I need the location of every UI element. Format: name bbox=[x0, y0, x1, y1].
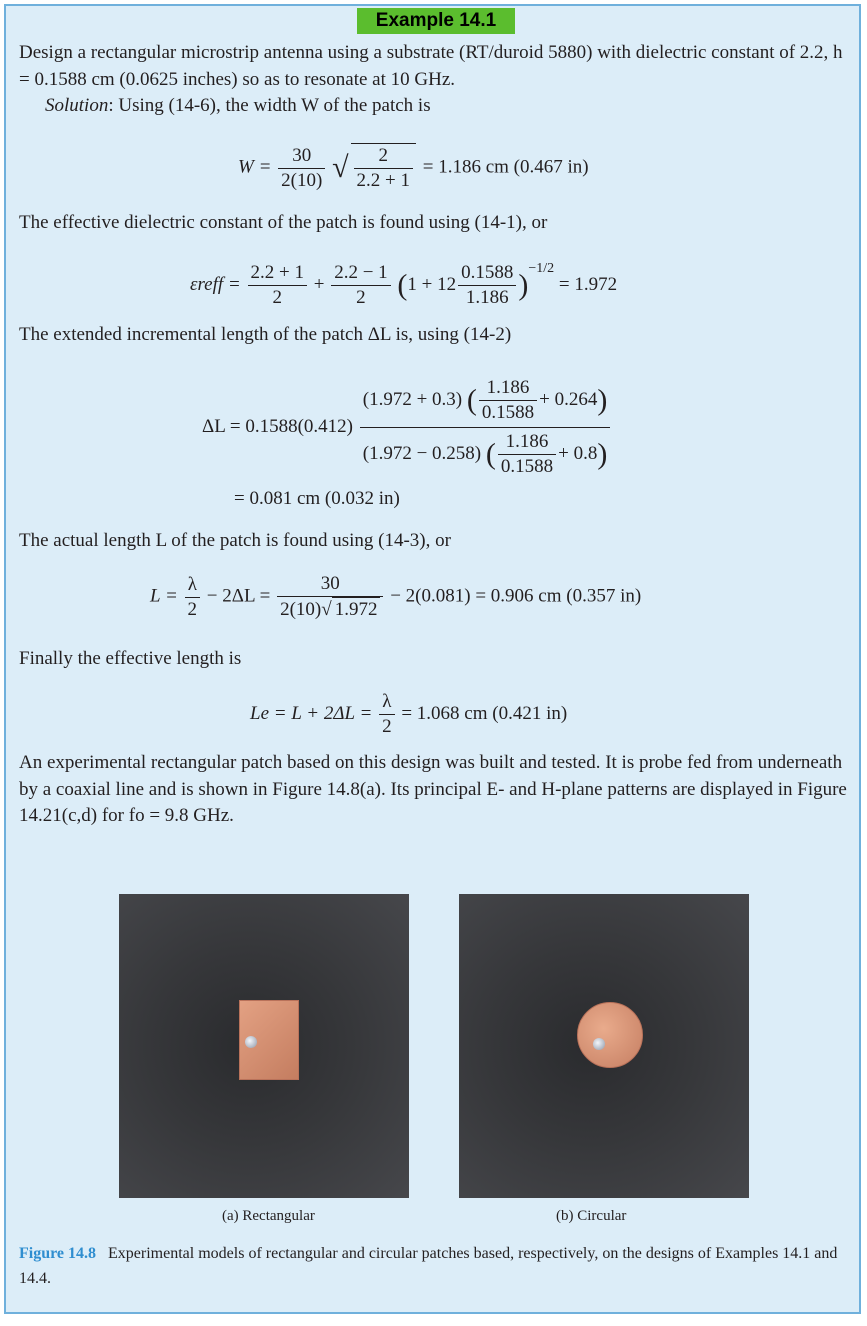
eq-w-f2-den: 2.2 + 1 bbox=[356, 170, 410, 191]
solution-text: : Using (14-6), the width W of the patch is bbox=[108, 95, 431, 116]
eq-l-frac2 bbox=[277, 572, 383, 622]
paren-close-icon: ) bbox=[518, 268, 529, 302]
eq-w-frac1 bbox=[278, 144, 325, 193]
text-extended: The extended incremental length of the patch ΔL is, using (14-2) bbox=[19, 324, 512, 345]
eq-dl-main-frac bbox=[360, 376, 611, 479]
text-experimental: An experimental rectangular patch based on this design was built and tested. It is probe fed from underneath by a coaxial line and is shown in Figure 14.8(a). Its principal E- and H-plane patterns are displayed in Figure 14.21(c,d) for fo = 9.8 GHz. bbox=[19, 752, 847, 826]
eq-eps-inner: 1 + 12 bbox=[407, 274, 457, 295]
eq-dl-den-b: + 0.8 bbox=[558, 442, 598, 464]
probe-screw-icon bbox=[593, 1038, 605, 1050]
eq-dl-num-f-num: 1.186 bbox=[479, 376, 537, 401]
eq-w-f1-num: 30 bbox=[278, 144, 325, 169]
text-effective: The effective dielectric constant of the patch is found using (14-1), or bbox=[19, 212, 548, 233]
equation-delta-l-result: = 0.081 cm (0.032 in) bbox=[234, 488, 400, 509]
eq-dl-lhs: ΔL = 0.1588(0.412) bbox=[202, 415, 353, 437]
eq-eps-frac2 bbox=[331, 261, 390, 310]
sqrt-icon: √ bbox=[332, 151, 349, 184]
eq-l-f1-den: 2 bbox=[187, 598, 198, 620]
circular-patch-icon bbox=[577, 1002, 643, 1068]
text-finally: Finally the effective length is bbox=[19, 648, 242, 669]
eq-dl-num-a: (1.972 + 0.3) bbox=[362, 388, 463, 410]
eq-eps-lhs: εreff = bbox=[190, 274, 241, 295]
eq-l-f2-den: 2(10)√ 1.972 bbox=[277, 597, 383, 622]
eq-eps-f1-num: 2.2 + 1 bbox=[248, 261, 307, 286]
eq-l-mid: − 2ΔL = bbox=[206, 585, 271, 607]
figure-label: Figure 14.8 bbox=[19, 1245, 97, 1262]
eq-l-frac1 bbox=[185, 573, 201, 622]
eq-w-f1-den: 2(10) bbox=[281, 169, 323, 191]
eq-l-lhs: L = bbox=[150, 585, 178, 607]
eq-le-f-den: 2 bbox=[382, 716, 392, 737]
eq-l-f1-num: λ bbox=[185, 573, 201, 598]
eq-l-f2-num: 30 bbox=[277, 572, 383, 597]
equation-effective-length bbox=[250, 690, 567, 739]
eq-w-frac2 bbox=[351, 143, 416, 193]
eq-eps-frac1 bbox=[248, 261, 307, 310]
caption-a: (a) Rectangular bbox=[222, 1208, 315, 1224]
eq-eps-f3-num: 0.1588 bbox=[458, 261, 516, 286]
figure-caption bbox=[19, 1241, 854, 1291]
photo-rectangular-patch bbox=[119, 894, 409, 1198]
probe-screw-icon bbox=[245, 1036, 257, 1048]
eq-eps-f3-den: 1.186 bbox=[465, 287, 509, 309]
eq-w-lhs: W = bbox=[238, 156, 272, 178]
solution-label: Solution bbox=[45, 95, 109, 116]
problem-text: Design a rectangular microstrip antenna using a substrate (RT/duroid 5880) with dielectric constant of 2.2, h = 0.1588 cm (0.0625 inches) so as to resonate at 10 GHz. bbox=[19, 42, 843, 90]
eq-l-sqrt: 1.972 bbox=[332, 597, 381, 622]
eq-dl-num-frac bbox=[479, 376, 537, 425]
photo-circular-patch bbox=[459, 894, 749, 1198]
eq-dl-num-b: + 0.264 bbox=[539, 388, 598, 410]
text-actual: The actual length L of the patch is found using (14-3), or bbox=[19, 530, 451, 551]
eq-dl-num-f-den: 0.1588 bbox=[481, 402, 535, 423]
eq-dl-den-f-den: 0.1588 bbox=[500, 456, 554, 477]
eq-w-f2-num: 2 bbox=[354, 144, 413, 169]
eq-eps-f1-den: 2 bbox=[272, 287, 282, 309]
eq-w-result: = 1.186 cm (0.467 in) bbox=[422, 156, 589, 178]
equation-epsilon bbox=[190, 258, 617, 310]
eq-eps-f2-den: 2 bbox=[356, 287, 366, 309]
eq-le-result: = 1.068 cm (0.421 in) bbox=[401, 702, 568, 724]
eq-eps-f2-num: 2.2 − 1 bbox=[331, 261, 390, 286]
caption-b: (b) Circular bbox=[556, 1208, 627, 1224]
eq-dl-den-a: (1.972 − 0.258) bbox=[362, 442, 482, 464]
solution-line bbox=[19, 93, 849, 120]
equation-delta-l bbox=[202, 376, 612, 479]
eq-dl-den-frac bbox=[498, 430, 556, 479]
equation-width bbox=[238, 143, 589, 193]
eq-eps-exp: −1/2 bbox=[528, 261, 555, 276]
eq-eps-frac3 bbox=[458, 261, 516, 310]
example-title: Example 14.1 bbox=[357, 8, 515, 34]
figure-caption-text: Experimental models of rectangular and circular patches based, respectively, on the designs of Examples 14.1 and 14.4. bbox=[19, 1245, 838, 1287]
eq-dl-numerator: (1.972 + 0.3) ( $\frac{1.186}{0.1588}$ + 0.264) bbox=[360, 376, 611, 428]
eq-le-frac bbox=[379, 690, 395, 739]
eq-eps-result: = 1.972 bbox=[558, 274, 618, 295]
eq-l-result: − 2(0.081) = 0.906 cm (0.357 in) bbox=[390, 585, 642, 607]
equation-length bbox=[150, 572, 641, 622]
eq-eps-plus: + bbox=[313, 274, 325, 295]
paren-open-icon: ( bbox=[397, 268, 408, 302]
eq-dl-denominator: (1.972 − 0.258) ( $\frac{1.186}{0.1588}$ + 0.8) bbox=[362, 431, 608, 477]
eq-dl-den-f-num: 1.186 bbox=[498, 430, 556, 455]
eq-l-f2-den-text: 2(10) bbox=[280, 599, 322, 620]
eq-le-lhs: Le = L + 2ΔL = bbox=[250, 702, 373, 724]
eq-le-f-num: λ bbox=[379, 690, 395, 715]
